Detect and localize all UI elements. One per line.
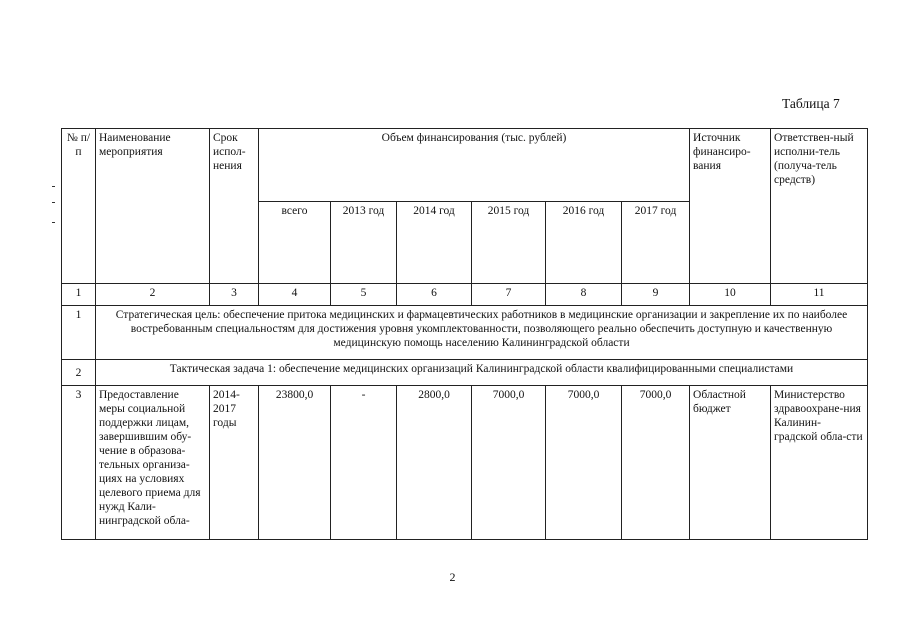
margin-mark: [52, 222, 55, 223]
col-number: 9: [622, 284, 690, 306]
col-number: 11: [771, 284, 868, 306]
header-num: № п/п: [62, 129, 96, 284]
column-number-row: [62, 284, 868, 306]
funding-table: [61, 128, 868, 540]
item-2013: -: [331, 386, 397, 540]
item-2014: 2800,0: [397, 386, 472, 540]
page-number: 2: [449, 570, 456, 584]
header-name: Наименование мероприятия: [96, 129, 210, 284]
goal-row: [62, 306, 868, 360]
col-number: 1: [62, 284, 96, 306]
col-number: 2: [96, 284, 210, 306]
header-total: всего: [259, 202, 331, 284]
item-2015: 7000,0: [472, 386, 546, 540]
task-row: [62, 360, 868, 386]
header-2013: 2013 год: [331, 202, 397, 284]
margin-mark: [52, 186, 55, 187]
item-name: Предоставление меры социальной поддержки лицам, завершившим обу-чение в образова-тельных организа-циях на условиях целевого приема для нужд Кали-нинградской обла-: [96, 386, 210, 540]
item-row: [62, 386, 868, 540]
item-num: 3: [62, 386, 96, 540]
item-term: 2014-2017 годы: [210, 386, 259, 540]
item-total: 23800,0: [259, 386, 331, 540]
col-number: 10: [690, 284, 771, 306]
header-row: [62, 129, 868, 202]
header-2015: 2015 год: [472, 202, 546, 284]
item-responsible: Министерство здравоохране-ния Калинин-градской обла-сти: [771, 386, 868, 540]
header-source: Источник финансиро-вания: [690, 129, 771, 284]
header-term: Срок испол-нения: [210, 129, 259, 284]
col-number: 8: [546, 284, 622, 306]
header-2017: 2017 год: [622, 202, 690, 284]
col-number: 3: [210, 284, 259, 306]
goal-text: Стратегическая цель: обеспечение притока медицинских и фармацевтических работников в медицинские организации и закрепление их по наиболее востребованным специальностям для достижения уровня укомплектованности, позволяющего реально обеспечить доступную и качественную медицинскую помощь населению Калининградской области: [96, 306, 868, 360]
header-responsible: Ответствен-ный исполни-тель (получа-тель средств): [771, 129, 868, 284]
item-source: Областной бюджет: [690, 386, 771, 540]
header-2014: 2014 год: [397, 202, 472, 284]
col-number: 5: [331, 284, 397, 306]
col-number: 7: [472, 284, 546, 306]
item-2016: 7000,0: [546, 386, 622, 540]
goal-num: 1: [62, 306, 96, 360]
margin-mark: [52, 202, 55, 203]
table-caption: Таблица 7: [782, 96, 840, 111]
task-text: Тактическая задача 1: обеспечение медицинских организаций Калининградской области квалифицированными специалистами: [96, 360, 868, 386]
header-funding: Объем финансирования (тыс. рублей): [259, 129, 690, 202]
col-number: 6: [397, 284, 472, 306]
item-2017: 7000,0: [622, 386, 690, 540]
header-2016: 2016 год: [546, 202, 622, 284]
col-number: 4: [259, 284, 331, 306]
task-num: 2: [62, 360, 96, 386]
